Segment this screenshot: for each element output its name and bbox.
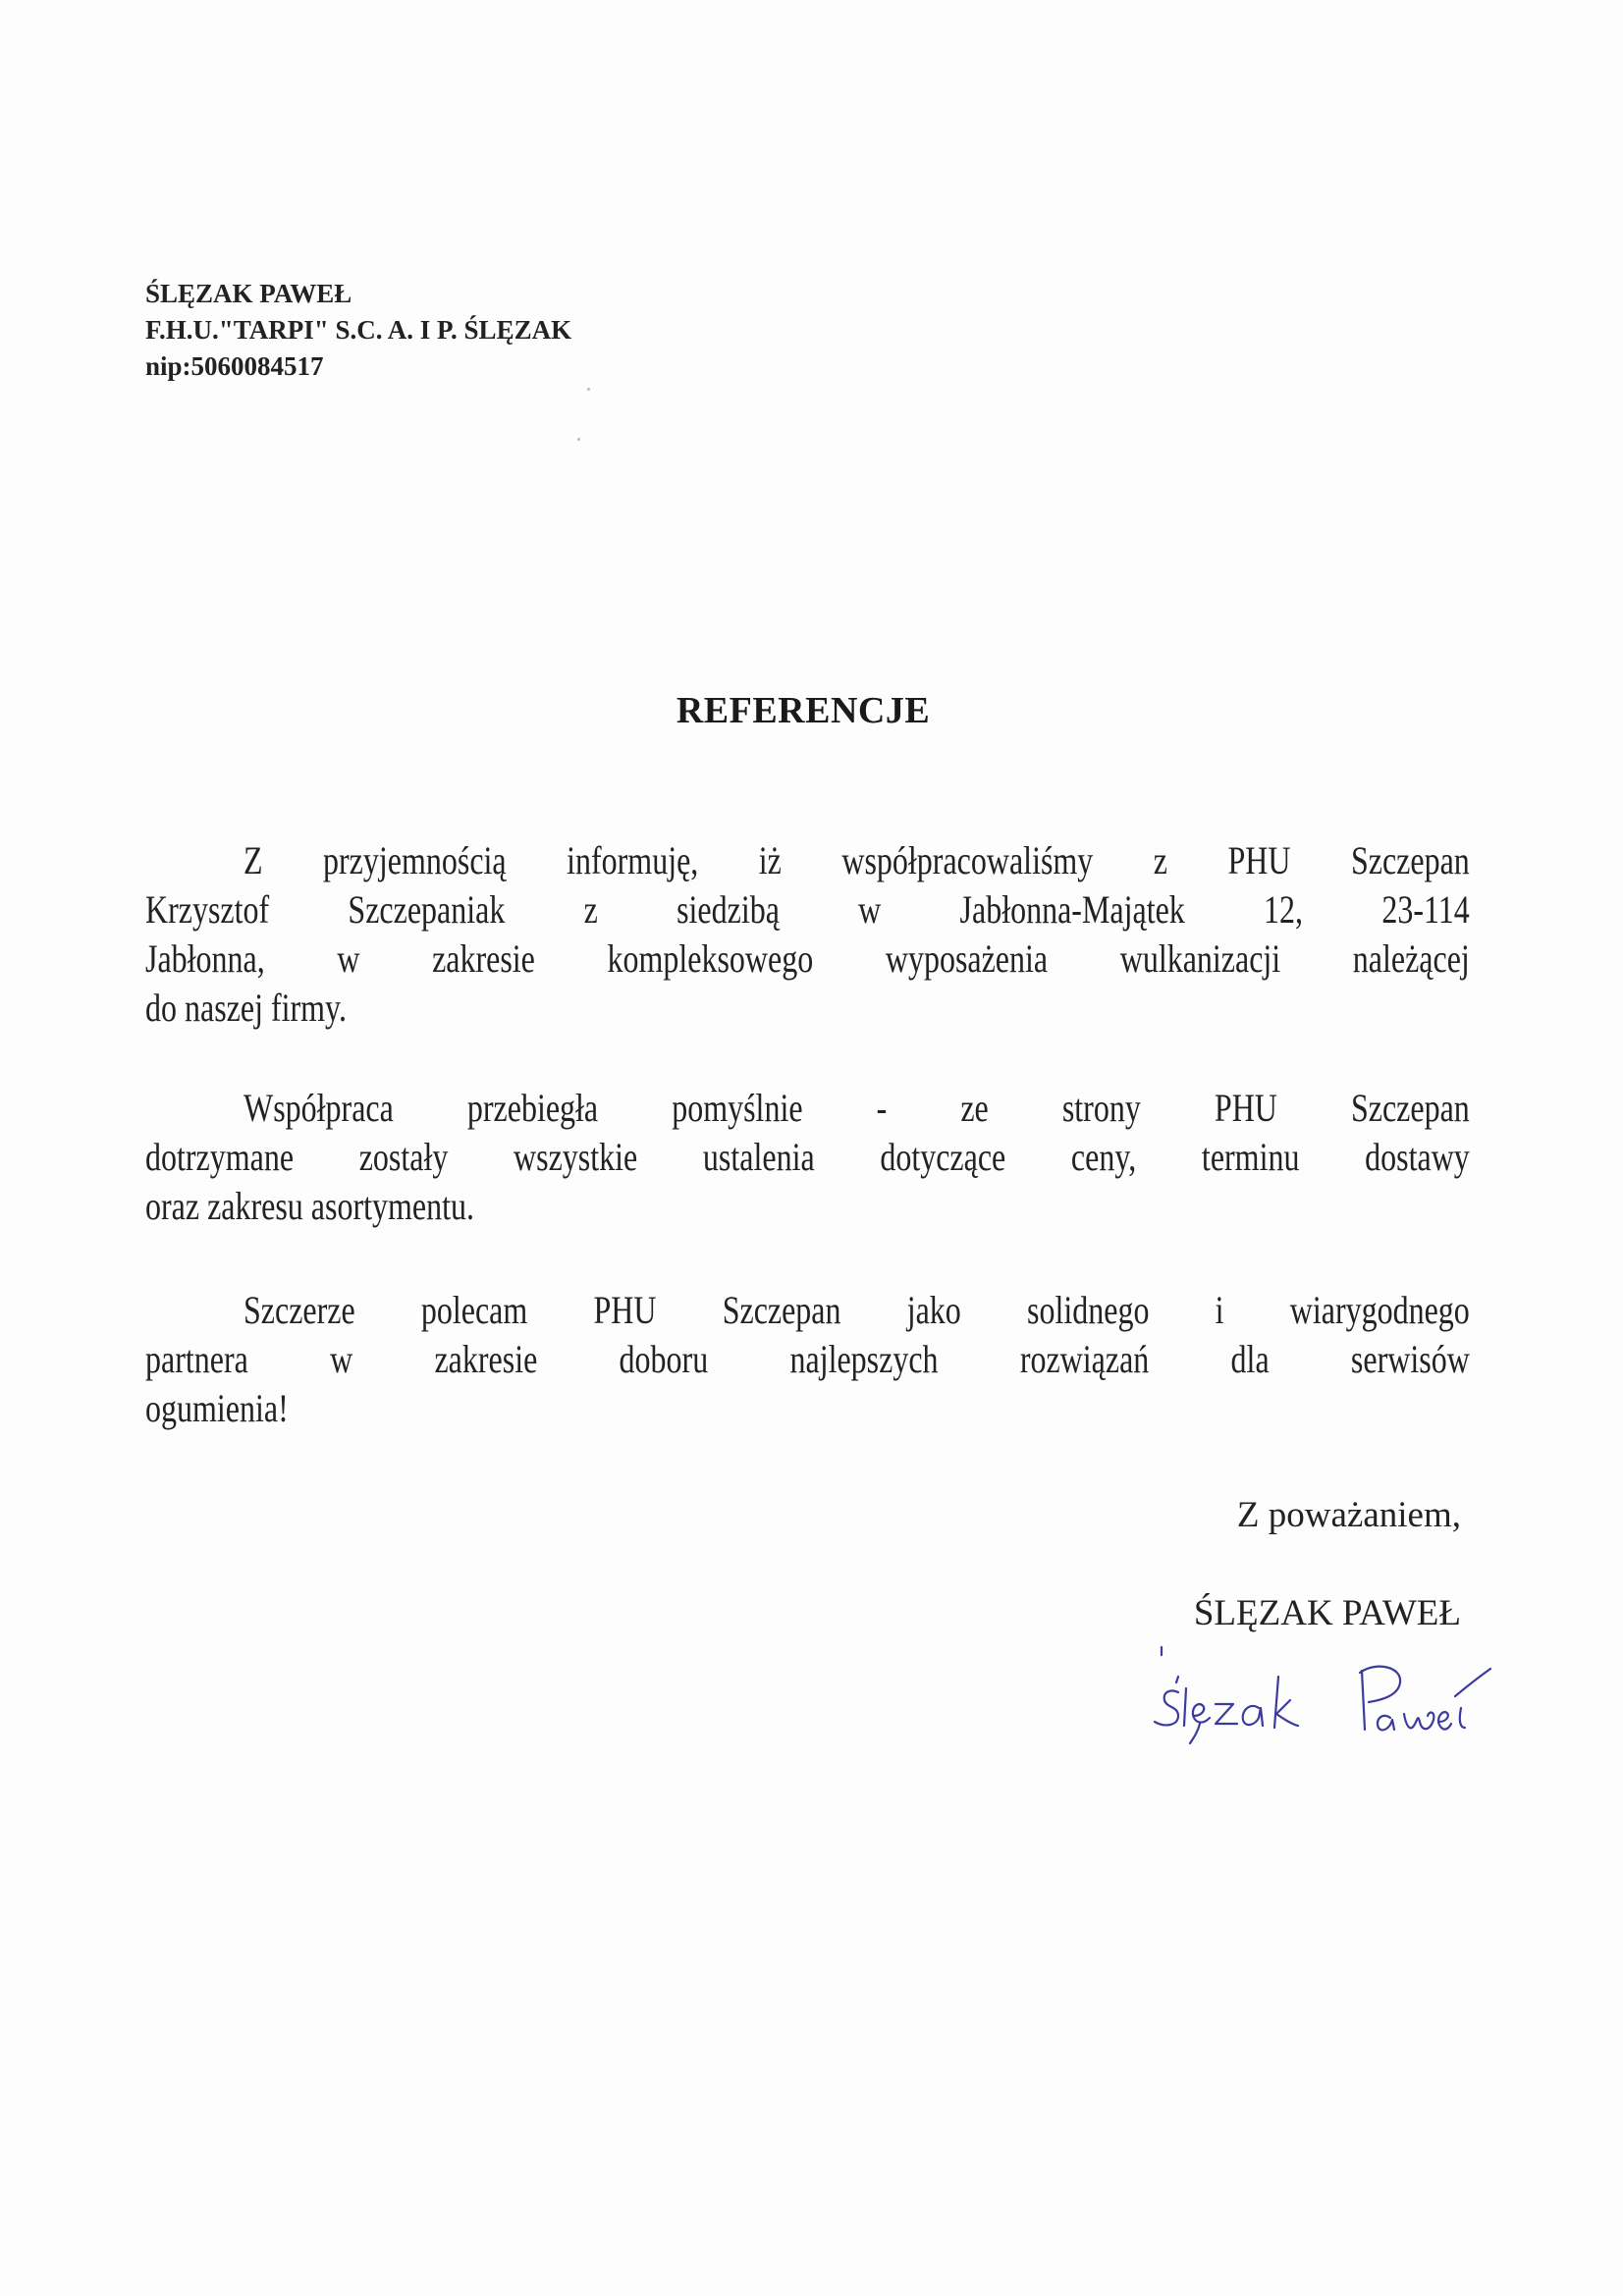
paragraph-line: oraz zakresu asortymentu. <box>145 1184 474 1228</box>
paragraph-line: do naszej firmy. <box>145 986 347 1030</box>
paragraph-line: dotrzymane zostały wszystkie ustalenia dotyczące ceny, terminu dostawy <box>145 1135 1470 1179</box>
handwritten-signature <box>1149 1641 1502 1749</box>
document-title: REFERENCJE <box>676 690 931 731</box>
sender-block <box>145 276 571 385</box>
paragraph-line: Krzysztof Szczepaniak z siedzibą w Jabłonna-Majątek 12, 23-114 <box>145 887 1470 932</box>
closing-salutation: Z poważaniem, <box>1236 1495 1461 1535</box>
scan-speck <box>587 388 590 391</box>
paragraph-line: ogumienia! <box>145 1386 289 1430</box>
body-paragraph-1 <box>145 836 1470 1033</box>
paragraph-line: Współpraca przebiegła pomyślnie - ze strony PHU Szczepan <box>243 1086 1470 1130</box>
paragraph-line: Szczerze polecam PHU Szczepan jako solidnego i wiarygodnego <box>243 1288 1470 1332</box>
paragraph-line: Z przyjemnością informuję, iż współpracowaliśmy z PHU Szczepan <box>243 838 1470 882</box>
body-paragraph-3 <box>145 1286 1470 1433</box>
signer-name: ŚLĘZAK PAWEŁ <box>1193 1593 1461 1633</box>
sender-name: ŚLĘZAK PAWEŁ <box>145 279 352 308</box>
paragraph-line: partnera w zakresie doboru najlepszych rozwiązań dla serwisów <box>145 1337 1470 1381</box>
paragraph-line: Jabłonna, w zakresie kompleksowego wyposażenia wulkanizacji należącej <box>145 936 1470 981</box>
scan-speck <box>577 438 580 441</box>
sender-company: F.H.U."TARPI" S.C. A. I P. ŚLĘZAK <box>145 315 572 345</box>
sender-nip: nip:5060084517 <box>145 351 324 381</box>
body-paragraph-2 <box>145 1084 1470 1231</box>
